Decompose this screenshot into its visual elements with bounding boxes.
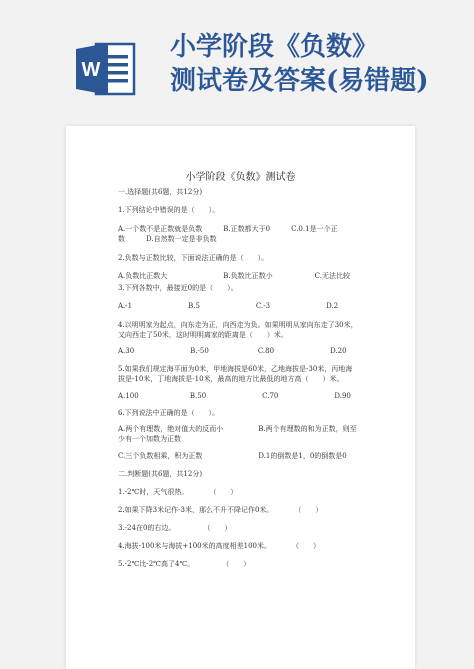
option-line: A.负数比正数大 B.负数比正数小 C.无法比较	[118, 272, 350, 280]
option-line: A.两个有理数，绝对值大的反而小 B.两个有理数的和为正数，则至	[118, 425, 357, 433]
option-line: A.-1 B.5 C.-3 D.2	[118, 302, 339, 310]
question-line: 4.以明明家为起点，向东走为正，向西走为负。如果明明从家向东走了30米，	[118, 321, 358, 329]
option-line: 少有一个加数为正数	[118, 435, 181, 443]
question-line: 3.下列各数中，最接近0的是（ ）。	[118, 284, 238, 292]
section-heading-judge: 二.判断题(共6题，共12分)	[118, 470, 203, 478]
option-line: 数 D.自然数一定是非负数	[118, 235, 217, 243]
option-line: A.100 B.50 C.70 D.90	[118, 392, 351, 400]
question-line: 2.负数与正数比较，下面说法正确的是（ ）。	[118, 254, 269, 262]
banner-title-line-1: 小学阶段《负数》	[170, 32, 379, 62]
question-line: 4.海拔-100米与海拔+100米的高度相差100米。 （ ）	[118, 542, 320, 550]
question-line: 2.如果下降3米记作-3米，那么不升不降记作0米。 （ ）	[118, 506, 323, 514]
question-line: 5.如果我们规定海平面为0米，甲地海拔是60米，乙地海拔是-30米，丙地海	[118, 365, 353, 373]
question-line: 1.下列结论中错误的是（ ）。	[118, 206, 220, 214]
question-line: 3.-24在0的右边。 （ ）	[118, 524, 232, 532]
question-line: 6.下列说法中正确的是（ ）。	[118, 409, 220, 417]
option-line: A.一个数不是正数就是负数 B.正数都大于0 C.0.1是一个正	[118, 225, 338, 233]
section-heading-choice: 一.选择题(共6题，共12分)	[118, 188, 203, 196]
question-line: 拔是-10米，丁地海拔是-10米，最高的地方比最低的地方高（ ）米。	[118, 375, 344, 383]
document-page	[66, 126, 415, 669]
option-line: A.30 B.-50 C.80 D.20	[118, 347, 347, 355]
word-document-icon	[76, 40, 136, 98]
option-line: C.三个负数相乘，积为正数 D.1的倒数是1，0的倒数是0	[118, 452, 347, 460]
document-title: 小学阶段《负数》测试卷	[185, 172, 296, 183]
question-line: 5.-2℃比-2℃高了4℃。 （ ）	[118, 560, 251, 568]
svg-text:W: W	[81, 59, 101, 81]
banner-title-line-2: 测试卷及答案(易错题)	[170, 66, 429, 96]
question-line: 又向西走了50米，这时明明离家的距离是（ ）米。	[118, 331, 288, 339]
question-line: 1.-2℃时，天气很热。 （ ）	[118, 488, 238, 496]
